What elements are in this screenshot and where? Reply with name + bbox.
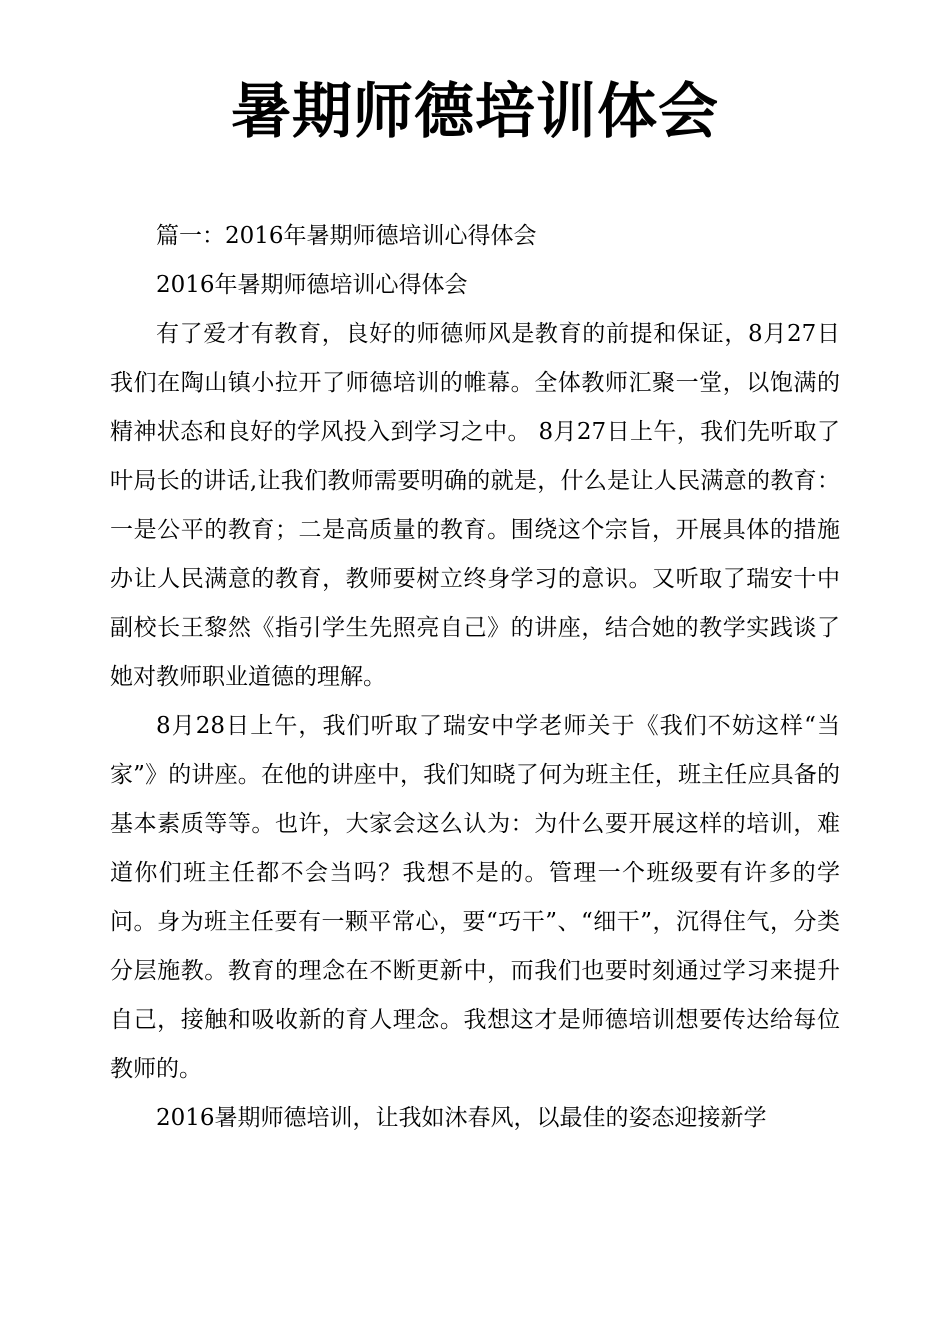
paragraph-body: 8月28日上午，我们听取了瑞安中学老师关于《我们不妨这样“当家”》的讲座。在他的讲座中，我们知晓了何为班主任，班主任应具备的基本素质等等。也许，大家会这么认为：为什么要开展这样的培训，难道你们班主任都不会当吗？我想不是的。管理一个班级要有许多的学问。身为班主任要有一颗平常心，要“巧干”、“细干”，沉得住气，分类分层施教。教育的理念在不断更新中，而我们也要时刻通过学习来提升自己，接触和吸收新的育人理念。我想这才是师德培训想要传达给每位教师的。 [110, 713, 840, 1082]
paragraph-body: 有了爱才有教育，良好的师德师风是教育的前提和保证，8月27日我们在陶山镇小拉开了师德培训的帷幕。全体教师汇聚一堂，以饱满的精神状态和良好的学风投入到学习之中。 8月27日上午，我们先听取了叶局长的讲话,让我们教师需要明确的就是，什么是让人民满意的教育：一是公平的教育；二是高质量的教育。围绕这个宗旨，开展具体的措施办让人民满意的教育，教师要树立终身学习的意识。又听取了瑞安十中副校长王黎然《指引学生先照亮自己》的讲座，结合她的教学实践谈了她对教师职业道德的理解。 [110, 321, 840, 690]
paragraph-body: 2016暑期师德培训，让我如沐春风，以最佳的姿态迎接新学 [156, 1105, 767, 1131]
paragraph-section-heading: 篇一：2016年暑期师德培训心得体会 [156, 223, 537, 249]
document-title: 暑期师德培训体会 [231, 77, 719, 147]
paragraph-subtitle: 2016年暑期师德培训心得体会 [156, 272, 468, 298]
document-body [110, 212, 840, 1143]
